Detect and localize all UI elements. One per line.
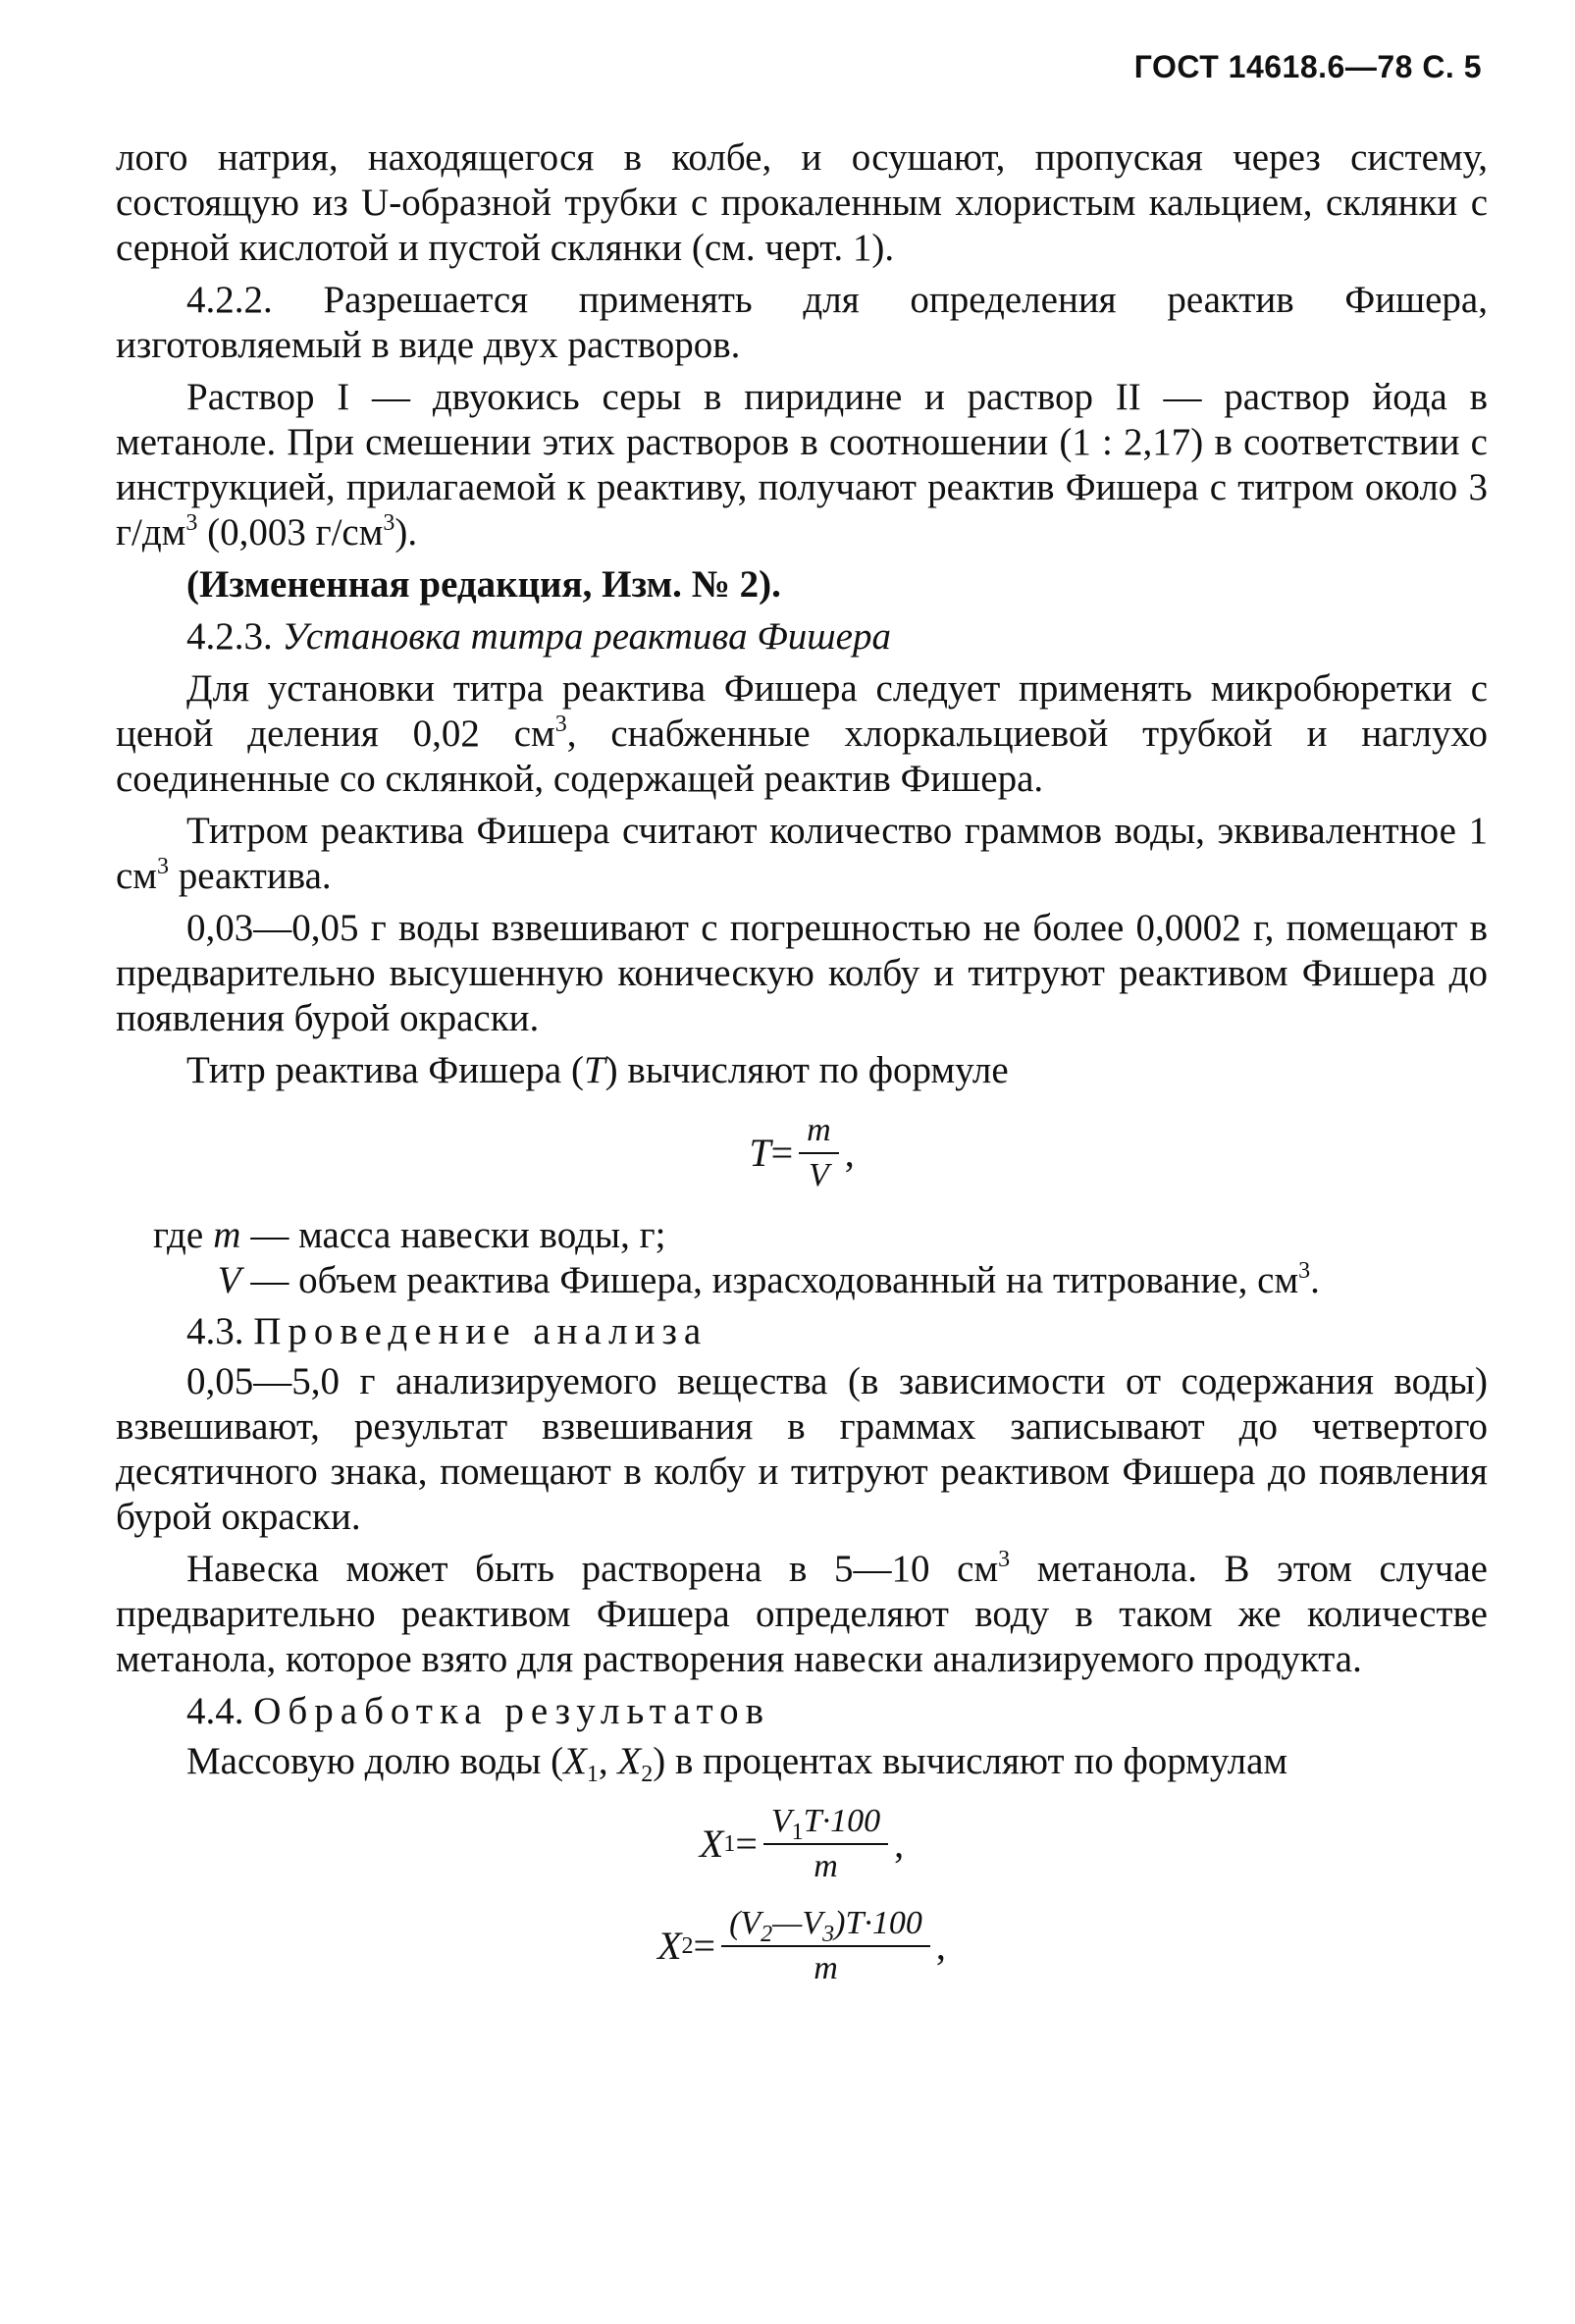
section-4-2-3-heading: 4.2.3. Установка титра реактива Фишера <box>186 615 891 658</box>
paragraph-titer-definition: Титром реактива Фишера считают количество граммов воды, эквивалентное 1 $см^3$ реактива. <box>116 810 1488 897</box>
paragraph-4-2-2: 4.2.2. Разрешается применять для определения реактив Фишера, изготовляемый в виде двух растворов. <box>116 279 1488 366</box>
section-4-3-heading: 4.3. Проведение анализа <box>186 1310 709 1352</box>
paragraph-methanol: Навеска может быть растворена в 5—10 $см^3$ метанола. В этом случае предварительно реактивом Фишера определяют воду в таком же количестве метанола, которое взято для растворения навески анализируемого продукта. <box>116 1547 1488 1680</box>
formula-x1: X 1 = $\frac{V_1T\cdot 100}{m}$ , <box>699 1803 905 1884</box>
change-note: (Измененная редакция, Изм. № 2). <box>186 563 781 606</box>
paragraph-microburettes: Для установки титра реактива Фишера следует применять микробюретки с ценой деления 0,02 $см^3$, снабженные хлоркальциевой трубкой и наглухо соединенные со склянкой, содержащей реактив Фишера. <box>116 667 1488 800</box>
paragraph-solutions: Раствор I — двуокись серы в пиридине и раствор II — раствор йода в метаноле. При смешении этих растворов в соотношении (1 : 2,17) в соответствии с инструкцией, прилагаемой к реактиву, получают реактив Фишера с титром около 3 $г/дм^3$ (0,003 $г/см^3$). <box>116 376 1488 554</box>
paragraph-titer-formula-intro: Титр реактива Фишера (T) вычисляют по формуле <box>186 1049 1009 1091</box>
paragraph-water-fraction: Массовую долю воды ($X_1$, $X_2$) в процентах вычисляют по формулам <box>186 1740 1288 1787</box>
paragraph-weighing: 0,03—0,05 г воды взвешивают с погрешностью не более 0,0002 г, помещают в предварительно высушенную коническую колбу и титруют реактивом Фишера до появления бурой окраски. <box>116 907 1488 1039</box>
formula-titer: T = $\frac{m}{V}$ , <box>749 1112 855 1193</box>
section-4-4-heading: 4.4. Обработка результатов <box>186 1690 771 1732</box>
formula-x2: X 2 = $\frac{(V_2—V_3)T\cdot 100}{m}$ , <box>657 1905 946 1986</box>
paragraph-continued: лого натрия, находящегося в колбе, и осушают, пропуская через систему, состоящую из U-образной трубки с прокаленным хлористым кальцием, склянки с серной кислотой и пустой склянки (см. черт. 1). <box>116 136 1488 269</box>
page-header: ГОСТ 14618.6—78 С. 5 <box>1133 49 1482 84</box>
document-body <box>116 135 1488 2006</box>
paragraph-analysis: 0,05—5,0 г анализируемого вещества (в зависимости от содержания воды) взвешивают, результат взвешивания в граммах записывают до четвертого десятичного знака, помещают в колбу и титруют реактивом Фишера до появления бурой окраски. <box>116 1360 1488 1538</box>
formula-legend: где m — масса навески воды, г; V — объем реактива Фишера, израсходованный на титрование, $см^3$. <box>153 1214 1320 1301</box>
